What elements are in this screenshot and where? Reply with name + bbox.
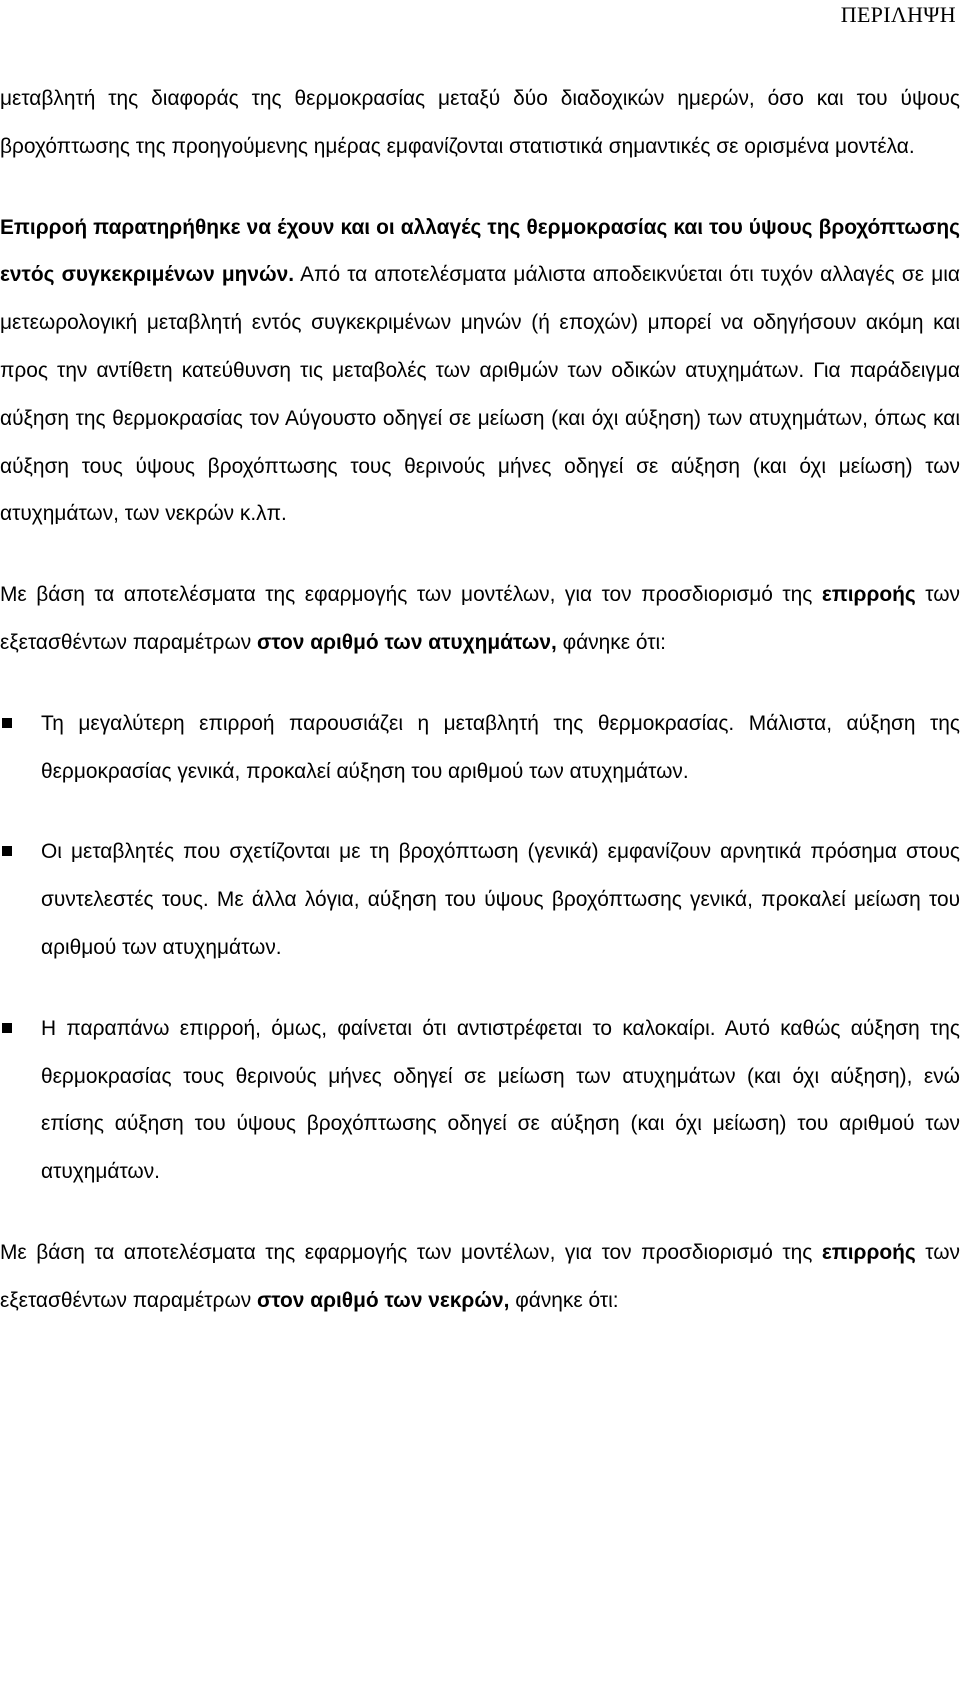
square-bullet-icon [2,846,12,856]
list-item-text: Οι μεταβλητές που σχετίζονται με τη βροχόπτωση (γενικά) εμφανίζουν αρνητικά πρόσημα στους συντελεστές τους. Με άλλα λόγια, αύξηση του ύψους βροχόπτωσης γενικά, προκαλεί μείωση του αριθμού των ατυχημάτων. [41,840,960,959]
paragraph-1: μεταβλητή της διαφοράς της θερμοκρασίας μεταξύ δύο διαδοχικών ημερών, όσο και του ύψους βροχόπτωσης της προηγούμενης ημέρας εμφανίζονται στατιστικά σημαντικές σε ορισμένα μοντέλα. [0,87,960,158]
paragraph-4-bold-influence: επιρροής [821,1240,916,1264]
paragraph-2-text: Από τα αποτελέσματα μάλιστα αποδεικνύεται ότι τυχόν αλλαγές σε μια μετεωρολογική μεταβλητή εντός συγκεκριμένων μηνών (ή εποχών) μπορεί να οδηγήσουν ακόμη και προς την αντίθετη κατεύθυνση τις μεταβολές των αριθμών των οδικών ατυχημάτων. Για παράδειγμα αύξηση της θερμοκρασίας τον Αύγουστο οδηγεί σε μείωση (και όχι αύξηση) των ατυχημάτων, όπως και αύξηση τους ύψους βροχόπτωσης τους θερινούς μήνες οδηγεί σε αύξηση (και όχι μείωση) των ατυχημάτων, των νεκρών κ.λπ. [0,263,960,526]
list-item [0,700,960,796]
list-item-text: Η παραπάνω επιρροή, όμως, φαίνεται ότι αντιστρέφεται το καλοκαίρι. Αυτό καθώς αύξηση της θερμοκρασίας τους θερινούς μήνες οδηγεί σε μείωση των ατυχημάτων (και όχι αύξηση), ενώ επίσης αύξηση του ύψους βροχόπτωσης οδηγεί σε αύξηση (και όχι μείωση) του αριθμού των ατυχημάτων. [41,1016,960,1184]
document-body [0,75,960,1358]
list-item [0,1005,960,1196]
paragraph-4-part-e: φάνηκε ότι: [509,1288,619,1312]
findings-list [0,700,960,1196]
paragraph-3-part-a: Με βάση τα αποτελέσματα της εφαρμογής των μοντέλων, για τον προσδιορισμό της [0,583,822,607]
paragraph-3-part-c: των εξετασθέντων παραμέτρων [0,583,960,654]
paragraph-2 [0,204,960,539]
paragraph-4-part-a: Με βάση τα αποτελέσματα της εφαρμογής των μοντέλων, για τον προσδιορισμό της [0,1240,822,1264]
paragraph-4-part-c: των εξετασθέντων παραμέτρων [0,1240,960,1312]
list-item-text: Τη μεγαλύτερη επιρροή παρουσιάζει η μεταβλητή της θερμοκρασίας. Μάλιστα, αύξηση της θερμοκρασίας γενικά, προκαλεί αύξηση του αριθμού των ατυχημάτων. [41,711,960,783]
paragraph-3-bold-influence: επιρροής [821,583,916,607]
list-item [0,828,960,971]
square-bullet-icon [2,1023,12,1033]
paragraph-3 [0,571,960,667]
paragraph-4-bold-fatalities: στον αριθμό των νεκρών, [257,1288,510,1312]
square-bullet-icon [2,718,12,728]
paragraph-2-bold: Επιρροή παρατηρήθηκε να έχουν και οι αλλαγές της θερμοκρασίας και του ύψους βροχόπτωσης εντός συγκεκριμένων μηνών. [0,215,960,287]
paragraph-3-part-e: φάνηκε ότι: [556,630,666,654]
paragraph-4 [0,1229,960,1325]
page-header-title: ΠΕΡΙΛΗΨΗ [840,2,956,27]
paragraph-3-bold-accidents: στον αριθμό των ατυχημάτων, [257,630,557,654]
